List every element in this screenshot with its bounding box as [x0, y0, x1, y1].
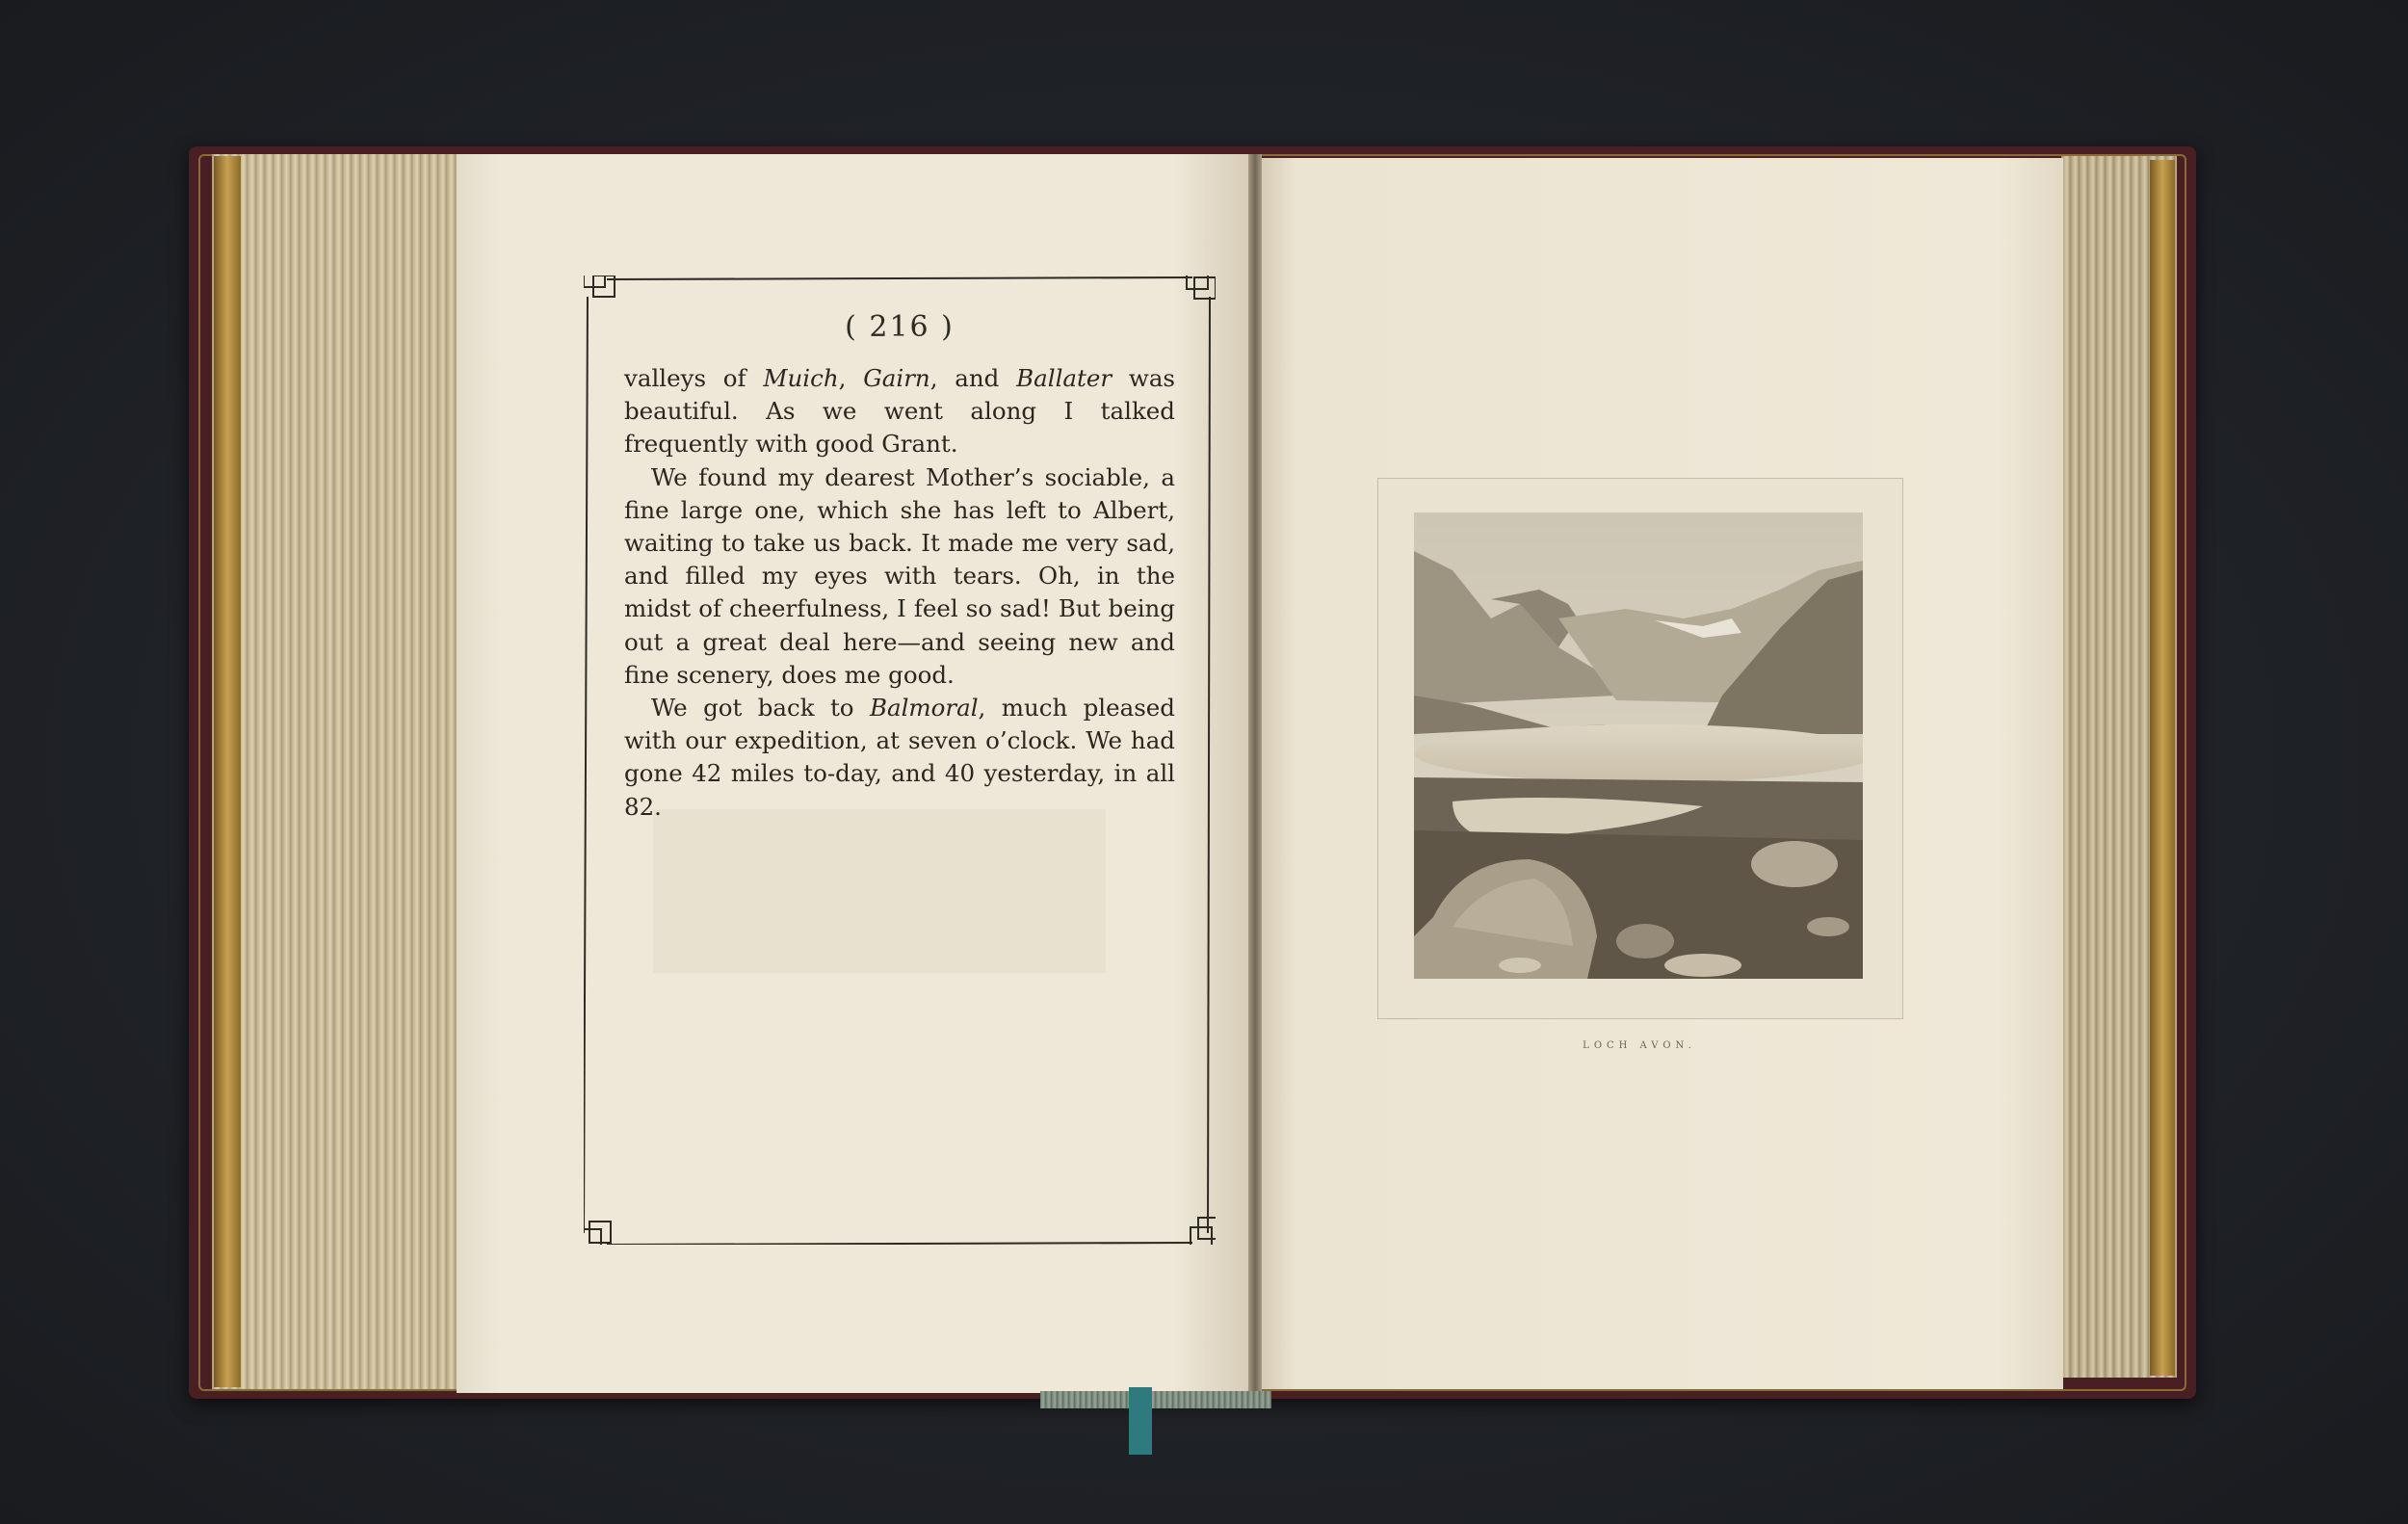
bookmark-ribbon[interactable]	[1129, 1387, 1152, 1455]
plate-caption: LOCH AVON.	[1583, 1040, 1696, 1051]
spine-headband	[1040, 1391, 1271, 1408]
paragraph-3	[624, 692, 1175, 824]
text-run: ,	[838, 364, 864, 392]
paragraph-1	[624, 362, 1175, 461]
loch-avon-photograph[interactable]	[1414, 512, 1863, 979]
text-run: was beautiful. As we went along I talked frequently with good Grant.	[624, 364, 1176, 459]
text-run: , much pleased with our expedition, at seven o’clock. We had gone 42 miles to-day, and 40 yesterday, in all 82.	[624, 694, 1175, 821]
place-name: Muich	[763, 364, 839, 392]
place-name: Balmoral	[869, 694, 979, 723]
text-run: valleys of	[624, 364, 764, 392]
show-through-image	[653, 809, 1106, 973]
page-number: ( 216 )	[845, 310, 955, 344]
paragraph-2: We found my dearest Mother’s sociable, a fine large one, which she has left to Albert, waiting to take us back. It made me very sad, and filled my eyes with tears. Oh, in the midst of cheerfulness, I feel so sad! But being out a great deal here—and seeing new and fine scenery, does me good.	[624, 462, 1175, 689]
place-name: Gairn	[863, 364, 930, 392]
book-gutter	[1248, 154, 1262, 1393]
place-name: Ballater	[1016, 364, 1112, 392]
text-run: , and	[929, 364, 1017, 392]
body-text	[624, 362, 1175, 824]
right-gilt-edge	[2150, 160, 2175, 1376]
left-gilt-edge	[214, 156, 241, 1387]
left-page-edges	[212, 154, 458, 1389]
text-run: We got back to	[651, 694, 870, 723]
